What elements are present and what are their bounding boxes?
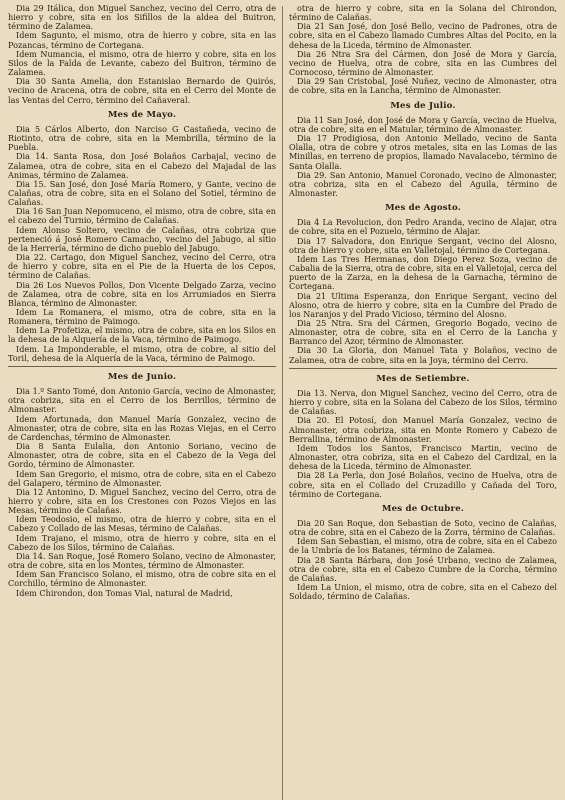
mine-registration-entry: Dia 29. San Antonio, Manuel Coronado, vecino de Almonaster, otra cobriza, sita en el Cabezo del Aguila, término de Almonaster. xyxy=(289,169,557,198)
mine-registration-entry: otra de hierro y cobre, sita en la Solana del Chirondon, término de Calañas. xyxy=(289,4,557,23)
mine-registration-entry: Dia 11 San José, don José de Mora y García, vecino de Huelva, otra de cobre, sita en el Matular, término de Almonaster. xyxy=(289,114,557,134)
mine-registration-entry: Idem San Gregorio, el mismo, otra de cobre, sita en el Cabezo del Galapero, término de Almonaster. xyxy=(8,468,276,488)
mine-registration-entry: Dia 26 Los Nuevos Pollos, Don Vicente Delgado Zarza, vecino de Zalamea, otra de cobre, sita en los Arrumiados en Sierra Blanca, término de Almonaster. xyxy=(8,279,276,308)
mine-registration-entry: Dia 17 Salvadora, don Enrique Sergant, vecino del Alosno, otra de hierro y cobre, sita en Valletojal, término de Cortegana. xyxy=(289,235,557,255)
section-rule xyxy=(8,366,276,367)
mine-registration-entry: Idem Teodosio, el mismo, otra de hierro y cobre, sita en el Cabezo y Collado de las Mesas, término de Calañas. xyxy=(8,514,276,534)
mine-registration-entry: Dia 15. San José, don José María Romero, y Gante, vecino de Calañas, otra de cobre, sita en el Solano del Sotiel, término de Calañas. xyxy=(8,178,276,208)
mine-registration-entry: Idem Numancia, el mismo, otra de hierro y cobre, sita en los Silos de la Falda de Levante, cabezo del Buitron, término de Zalamea. xyxy=(8,48,276,78)
mine-registration-entry: Idem La Romanera, el mismo, otra de cobre, sita en la Romanera, término de Paimogo. xyxy=(8,307,276,327)
month-heading: Mes de Julio. xyxy=(390,100,456,111)
mine-registration-entry: Dia 1.º Santo Tomé, don Antonio García, vecino de Almonaster, otra cobriza, sita en el Cerro de los Berrillos, término de Almonaster. xyxy=(8,386,276,415)
mine-registration-entry: Dia 17 Prodigiosa, don Antonio Mellado, vecino de Santa Olalla, otra de cobre y otros metales, sita en las Lomas de las Minillas, en terreno de propios, llamado Navalacebo, término de Santa Olalla. xyxy=(289,133,557,171)
mine-registration-entry: Dia 26 Ntra Sra del Cármen, don José de Mora y García, vecino de Huelva, otra de cobre, sita en las Cumbres del Cornocoso, término de Almonaster. xyxy=(289,48,557,78)
mine-registration-entry: Idem La Profetiza, el mismo, otra de cobre, sita en los Silos en la dehesa de la Alquería de la Vaca, término de Paimogo. xyxy=(8,325,276,345)
mine-registration-entry: Dia 28 Santa Bárbara, don José Urbano, vecino de Zalamea, otra de cobre, sita en el Cabezo Cumbre de la Corcha, término de Calañas. xyxy=(289,554,557,583)
month-heading: Mes de Setiembre. xyxy=(376,373,470,384)
mine-registration-entry: Dia 30 Santa Amelia, don Estanislao Bernardo de Quirós, vecino de Aracena, otra de cobre, sita en el Cerro del Monte de las Ventas del Cerro, término del Cañaveral. xyxy=(8,76,276,105)
month-heading: Mes de Agosto. xyxy=(385,203,461,214)
mine-registration-entry: Dia 25 Ntra. Sra del Cármen, Gregorio Bogado, vecino de Almonaster, otra de cobre, sita en el Cerro de la Lancha y Barranco del Azor, término de Almonaster. xyxy=(289,318,557,347)
section-rule xyxy=(289,368,557,369)
mine-registration-entry: Dia 16 San Juan Nepomuceno, el mismo, otra de cobre, sita en el cabezo del Turnio, término de Calañas. xyxy=(8,206,276,226)
mine-registration-entry: Dia 29 San Cristobal, José Nuñez, vecino de Almonaster, otra de cobre, sita en la Lancha, término de Almonaster. xyxy=(289,76,557,96)
mine-registration-entry: Dia 20 San Roque, don Sebastian de Soto, vecino de Calañas, otra de cobre, sita en el Cabezo de la Zorra, término de Calañas. xyxy=(289,517,557,538)
month-heading: Mes de Junio. xyxy=(107,371,177,382)
mine-registration-entry: Idem Afortunada, don Manuel María Gonzalez, vecino de Almonaster, otra de cobre, sita en las Rozas Viejas, en el Cerro de Cardenchas, término de Almonaster. xyxy=(8,413,276,442)
mine-registration-entry: Idem San Sebastian, el mismo, otra de cobre, sita en el Cabezo de la Umbría de los Batanes, término de Zalamea. xyxy=(289,536,557,556)
month-heading: Mes de Mayo. xyxy=(107,109,177,120)
mine-registration-entry: Dia 14. San Roque, José Romero Solano, vecino de Almonaster, otra de cobre, sita en los Montes, término de Almonaster. xyxy=(8,550,276,571)
mine-registration-entry: Dia 21 Ultima Esperanza, don Enrique Sergant, vecino del Alosno, otra de hierro y cobre, sita en la Cumbre del Prado de los Naranjos y del Prado Vicioso, término del Alosno. xyxy=(289,290,557,319)
mine-registration-entry: Dia 5 Cárlos Alberto, don Narciso G Castañeda, vecino de Riotinto, otra de cobre, sita en la Membrilla, término de la Puebla. xyxy=(8,123,276,153)
mine-registration-entry: Dia 14. Santa Rosa, don José Bolaños Carbajal, vecino de Zalamea, otra de cobre, sita en el Cabezo del Majadal de las Animas, término de Zalamea. xyxy=(8,151,276,180)
mine-registration-entry: Idem La Union, el mismo, otra de cobre, sita en el Cabezo del Soldado, término de Calañas. xyxy=(289,582,557,602)
mine-registration-entry: Idem Todos los Santos, Francisco Martin, vecino de Almonaster, otra cobriza, sita en el Cabezo del Cardizal, en la dehesa de la Liceda, término de Almonaster. xyxy=(289,442,557,472)
mine-registration-entry: Dia 4 La Revolucion, don Pedro Aranda, vecino de Alajar, otra de cobre, sita en el Pozuelo, término de Alajar. xyxy=(289,217,557,237)
left-column xyxy=(8,4,282,800)
mine-registration-entry: Dia 20. El Potosí, don Manuel María Gonzalez, vecino de Almonaster, otra cobriza, sita en Monte Romero y Cabezo de Berrallina, término de Almonaster. xyxy=(289,415,557,444)
mine-registration-entry: Idem Sagunto, el mismo, otra de hierro y cobre, sita en las Pozancas, término de Cortegana. xyxy=(8,30,276,50)
mine-registration-entry: Dia 21 San José, don José Bello, vecino de Padrones, otra de cobre, sita en el Cabezo llamado Cumbres Altas del Pocito, en la dehesa de la Liceda, término de Almonaster. xyxy=(289,21,557,50)
mine-registration-entry: Idem Trajano, el mismo, otra de hierro y cobre, sita en el Cabezo de los Silos, término de Calañas. xyxy=(8,532,276,552)
mine-registration-entry: Dia 30 La Gloria, don Manuel Tata y Bolaños, vecino de Zalamea, otra de cobre, sita en la Joya, término del Cerro. xyxy=(289,345,557,365)
mine-registration-entry: Idem San Francisco Solano, el mismo, otra de cobre sita en el Corchillo, término de Almonaster. xyxy=(8,569,276,589)
month-heading: Mes de Octubre. xyxy=(381,503,465,514)
mine-registration-entry: Dia 28 La Perla, don José Bolaños, vecino de Huelva, otra de cobre, sita en el Collado del Cruzadillo y Cañada del Toro, término de Cortegana. xyxy=(289,470,557,499)
mine-registration-entry: Dia 22. Cartago, don Miguel Sanchez, vecino del Cerro, otra de hierro y cobre, sita en el Pie de la Huerta de los Cepos, término de Calañas. xyxy=(8,252,276,281)
mine-registration-entry: Dia 8 Santa Eulalia, don Antonio Soriano, vecino de Almonaster, otra de cobre, sita en el Cabezo de la Vega del Gordo, término de Almonaster. xyxy=(8,441,276,470)
mine-registration-entry: Idem Chirondon, don Tomas Vial, natural de Madrid, xyxy=(16,587,233,598)
mine-registration-entry: Dia 13. Nerva, don Miguel Sanchez, vecino del Cerro, otra de hierro y cobre, sita en la Solana del Cabezo de los Silos, término de Calañas. xyxy=(289,387,557,417)
mine-registration-entry: Idem. La Imponderable, el mismo, otra de cobre, al sitio del Toril, dehesa de la Alquería de la Vaca, término de Paimogo. xyxy=(8,343,276,363)
mine-registration-entry: Idem Alonso Soltero, vecino de Calañas, otra cobriza que perteneció á José Romero Camacho, vecino del Jabugo, al sitio de la Herrería, término de dicho pueblo del Jabugo. xyxy=(8,224,276,253)
right-column xyxy=(283,4,557,800)
mine-registration-entry: Dia 29 Itálica, don Miguel Sanchez, vecino del Cerro, otra de hierro y cobre, sita en los Sifillos de la aldea del Buitron, término de Zalamea. xyxy=(8,4,276,32)
mine-registration-entry: Idem Las Tres Hermanas, don Diego Perez Soza, vecino de Cabalia de la Sierra, otra de cobre, sita en el Valletojal, cerca del puerto de la Zarza, en la dehesa de la Garnacha, término de Cortegana. xyxy=(289,253,557,292)
mine-registration-entry: Dia 12 Antonino, D. Miguel Sanchez, vecino del Cerro, otra de hierro y cobre, sita en los Crestones con Pozos Viejos en las Mesas, término de Calañas. xyxy=(8,486,276,516)
